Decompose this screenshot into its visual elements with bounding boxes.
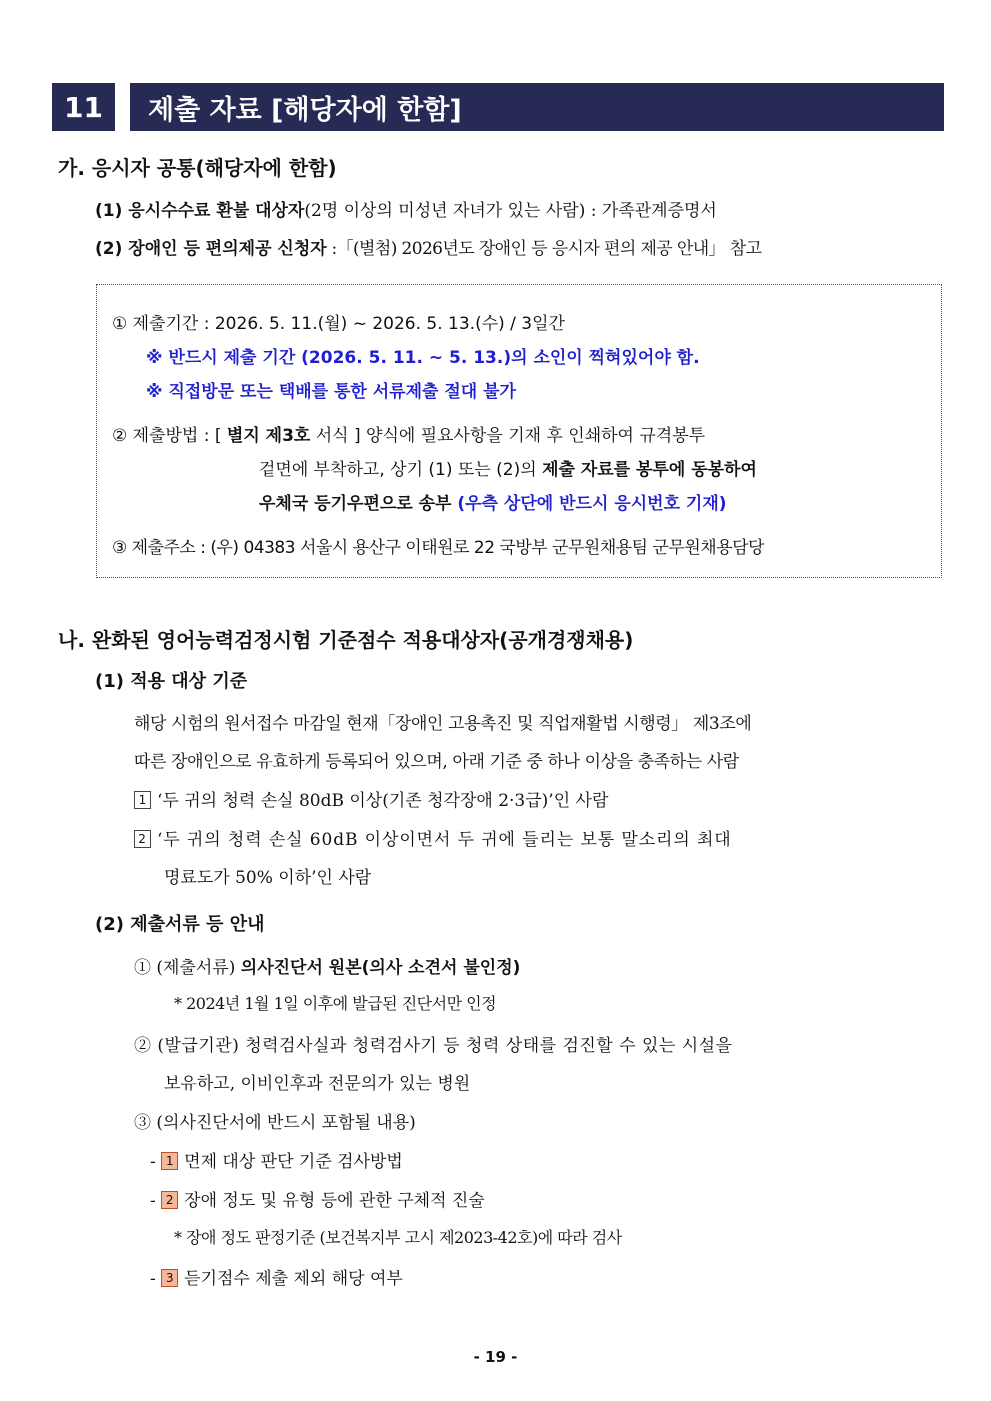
method-note: (우측 상단에 반드시 응시번호 기재)	[451, 494, 727, 514]
criterion-1-number: 1	[134, 791, 151, 809]
item-fee-refund-label: (1) 응시수수료 환불 대상자	[95, 201, 305, 221]
criteria-para-line2: 따른 장애인으로 유효하게 등록되어 있으며, 아래 기준 중 하나 이상을 충족하는 사람	[134, 752, 739, 772]
content-item-2-number: 2	[161, 1191, 178, 1209]
criterion-1	[134, 786, 608, 811]
dash-2: -	[150, 1191, 156, 1211]
documents-heading: (2) 제출서류 등 안내	[95, 914, 265, 935]
method-registered-mail: 우체국 등기우편으로 송부	[259, 494, 452, 514]
item-accommodation-label: (2) 장애인 등 편의제공 신청자	[95, 239, 327, 259]
method-enclose: 제출 자료를 봉투에 동봉하여	[542, 460, 757, 480]
notice-no-visit: ※ 직접방문 또는 택배를 통한 서류제출 절대 불가	[146, 382, 516, 402]
section-a-title: 가. 응시자 공통(해당자에 한함)	[58, 156, 337, 180]
doc-required	[134, 953, 520, 978]
submission-method-line1	[112, 421, 705, 446]
doc-date-note: * 2024년 1월 1일 이후에 발급된 진단서만 인정	[174, 994, 497, 1013]
content-item-1-number: 1	[161, 1152, 178, 1170]
doc-required-value: 의사진단서 원본(의사 소견서 불인정)	[240, 958, 521, 978]
content-item-1-text: 면제 대상 판단 기준 검사방법	[184, 1152, 403, 1172]
criterion-2-text: ‘두 귀의 청력 손실 60dB 이상이면서 두 귀에 들리는 보통 말소리의 최대	[157, 830, 732, 850]
dash-3: -	[150, 1269, 156, 1289]
content-item-1	[150, 1147, 403, 1172]
dash-1: -	[150, 1152, 156, 1172]
doc-contents: ③ (의사진단서에 반드시 포함될 내용)	[134, 1113, 416, 1133]
content-item-2-note: * 장애 정도 판정기준 (보건복지부 고시 제2023-42호)에 따라 검사	[174, 1228, 622, 1247]
doc-issuer-line2: 보유하고, 이비인후과 전문의가 있는 병원	[164, 1074, 471, 1094]
method-label: ② 제출방법 : [	[112, 426, 227, 446]
content-item-2	[150, 1186, 485, 1211]
item-fee-refund	[95, 196, 717, 221]
section-number: 11	[52, 83, 115, 131]
item-fee-refund-text: (2명 이상의 미성년 자녀가 있는 사람) : 가족관계증명서	[304, 201, 717, 221]
criterion-2	[134, 825, 732, 850]
method-text1: 서식 ] 양식에 필요사항을 기재 후 인쇄하여 규격봉투	[310, 426, 706, 446]
form-ref: 별지 제3호	[226, 426, 311, 446]
section-b-title: 나. 완화된 영어능력검정시험 기준점수 적용대상자(공개경쟁채용)	[58, 628, 634, 652]
section-title: 제출 자료 [해당자에 한함]	[130, 83, 944, 131]
item-accommodation-text: :「(별첨) 2026년도 장애인 등 응시자 편의 제공 안내」 참고	[326, 239, 762, 259]
submission-method-line2	[259, 455, 757, 480]
item-accommodation	[95, 234, 761, 259]
criteria-heading: (1) 적용 대상 기준	[95, 671, 248, 692]
submission-period: ① 제출기간 : 2026. 5. 11.(월) ~ 2026. 5. 13.(수) / 3일간	[112, 314, 565, 334]
submission-method-line3	[259, 489, 727, 514]
criteria-para-line1: 해당 시험의 원서접수 마감일 현재「장애인 고용촉진 및 직업재활법 시행령」 제3조에	[134, 714, 752, 734]
page-number: - 19 -	[473, 1348, 518, 1366]
doc-required-label: ① (제출서류)	[134, 958, 241, 978]
notice-postmark: ※ 반드시 제출 기간 (2026. 5. 11. ~ 5. 13.)의 소인이 찍혀있어야 함.	[146, 348, 700, 368]
method-text2: 겉면에 부착하고, 상기 (1) 또는 (2)의	[259, 460, 543, 480]
criterion-2-number: 2	[134, 830, 151, 848]
content-item-3-number: 3	[161, 1269, 178, 1287]
submission-address: ③ 제출주소 : (우) 04383 서울시 용산구 이태원로 22 국방부 군무원채용팀 군무원채용담당	[112, 538, 764, 558]
content-item-3	[150, 1264, 403, 1289]
content-item-3-text: 듣기점수 제출 제외 해당 여부	[184, 1269, 403, 1289]
criterion-1-text: ‘두 귀의 청력 손실 80dB 이상(기존 청각장애 2·3급)’인 사람	[157, 791, 609, 811]
criterion-2-cont: 명료도가 50% 이하’인 사람	[164, 868, 372, 888]
content-item-2-text: 장애 정도 및 유형 등에 관한 구체적 진술	[184, 1191, 485, 1211]
doc-issuer-line1: ② (발급기관) 청력검사실과 청력검사기 등 청력 상태를 검진할 수 있는 시설을	[134, 1036, 733, 1056]
